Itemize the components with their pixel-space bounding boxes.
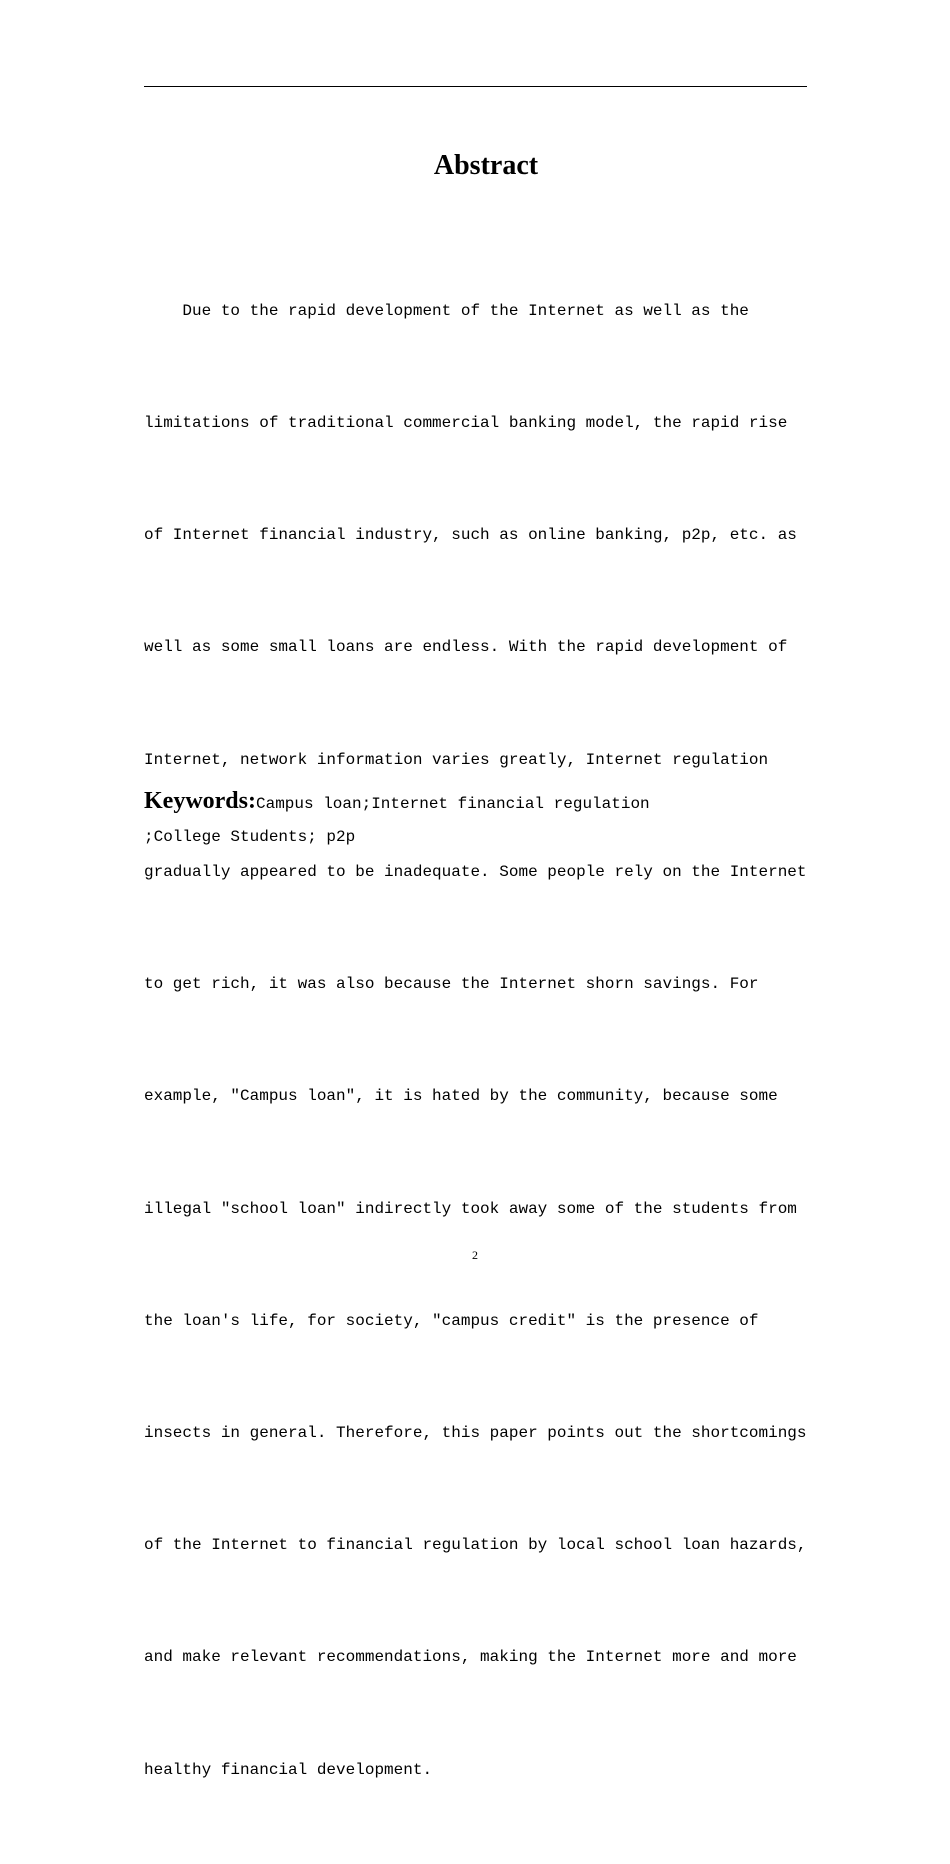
abstract-line: of Internet financial industry, such as online banking, p2p, etc. as xyxy=(144,526,797,545)
keywords-row xyxy=(144,783,824,819)
abstract-line: to get rich, it was also because the Internet shorn savings. For xyxy=(144,975,759,994)
keywords-line-2: ;College Students; p2p xyxy=(144,828,356,846)
abstract-line: insects in general. Therefore, this paper points out the shortcomings xyxy=(144,1424,807,1442)
abstract-line: the loan's life, for society, "campus credit" is the presence of xyxy=(144,1311,759,1330)
abstract-line: limitations of traditional commercial banking model, the rapid rise xyxy=(144,414,788,433)
abstract-line: well as some small loans are endless. With the rapid development of xyxy=(144,638,788,657)
keywords-label: Keywords: xyxy=(144,788,256,814)
keywords-line-1: Campus loan;Internet financial regulation xyxy=(255,795,650,813)
page-title: Abstract xyxy=(433,150,539,181)
abstract-body xyxy=(144,218,824,1864)
abstract-line: example, "Campus loan", it is hated by the community, because some xyxy=(144,1087,778,1106)
abstract-line: Internet, network information varies greatly, Internet regulation xyxy=(144,750,769,769)
abstract-line: illegal "school loan" indirectly took away some of the students from xyxy=(144,1199,797,1218)
abstract-line: healthy financial development. xyxy=(144,1760,433,1779)
keywords-block xyxy=(144,783,824,855)
abstract-line: Due to the rapid development of the Internet as well as the xyxy=(144,301,749,320)
abstract-line: and make relevant recommendations, making the Internet more and more xyxy=(144,1648,797,1667)
header-rule xyxy=(144,86,807,87)
abstract-line: of the Internet to financial regulation by local school loan hazards, xyxy=(144,1536,807,1555)
page-number: 2 xyxy=(472,1248,478,1262)
abstract-line: gradually appeared to be inadequate. Some people rely on the Internet xyxy=(144,862,807,881)
